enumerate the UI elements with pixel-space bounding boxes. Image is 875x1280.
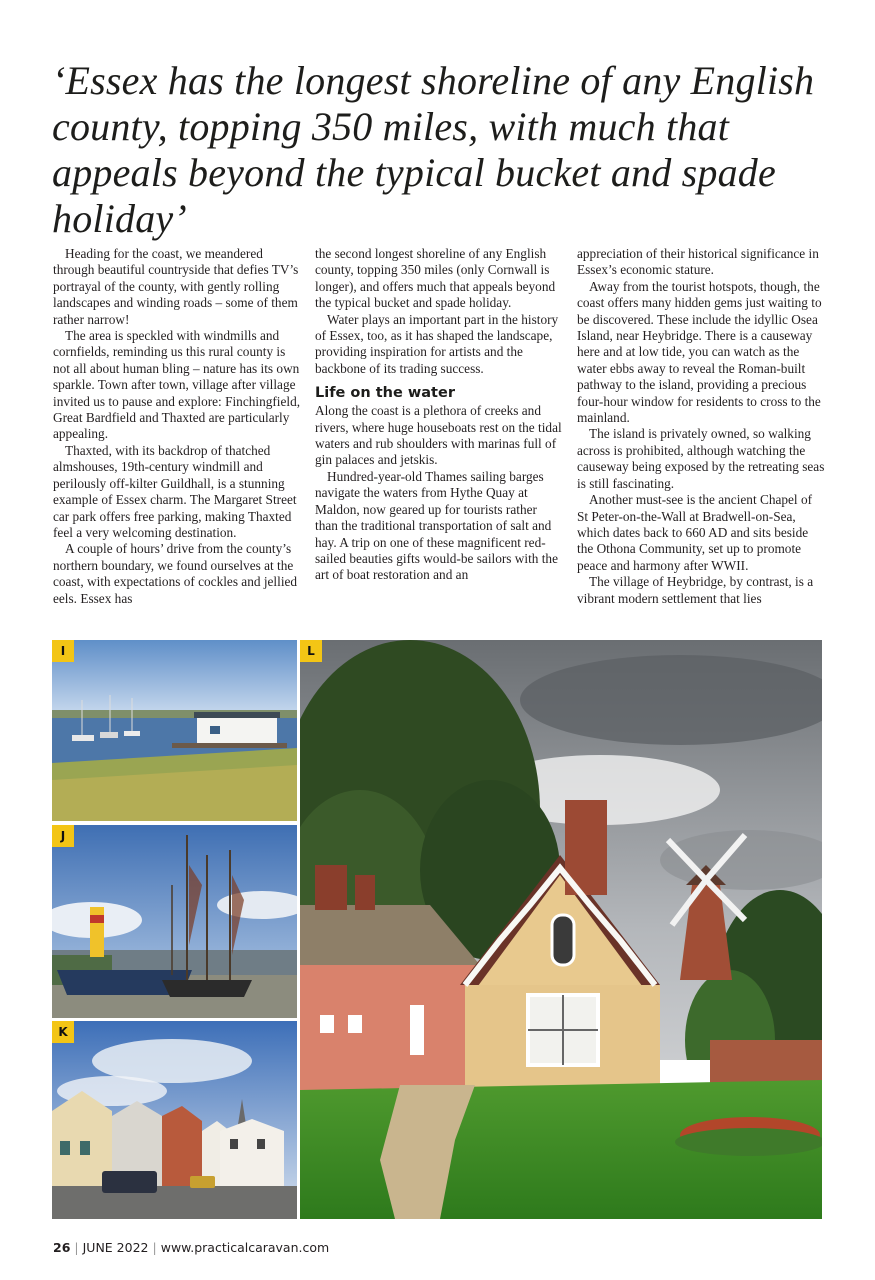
website-link[interactable]: www.practicalcaravan.com — [160, 1240, 330, 1255]
paragraph: Hundred-year-old Thames sailing barges navigate the waters from Hythe Quay at Maldon, now geared up for tourists rather than the traditional transportation of salt and hay. A trip on one of these magnificent red-sailed beauties gifts would-be sailors with the art of boat restoration and an — [315, 468, 558, 583]
footer-separator: | — [74, 1240, 79, 1255]
paragraph: Heading for the coast, we meandered through beautiful countryside that defies TV’s portrayal of the county, with gently rolling landscapes and winding roads – some of them rather narrow! — [53, 246, 299, 327]
pull-quote: ‘Essex has the longest shoreline of any English county, topping 350 miles, with much that appeals beyond the typical bucket and spade holiday’ — [52, 58, 815, 241]
paragraph: The village of Heybridge, by contrast, is a vibrant modern settlement that lies — [577, 574, 814, 606]
page-number: 26 — [53, 1240, 71, 1255]
paragraph: Along the coast is a plethora of creeks and rivers, where huge houseboats rest on the tidal waters and rub shoulders with marinas full of gin palaces and jetskis. — [315, 403, 562, 468]
footer-separator: | — [152, 1240, 157, 1255]
article-column-1 — [53, 246, 301, 607]
photo-label-k: K — [52, 1021, 74, 1043]
page-footer — [53, 1240, 329, 1255]
photo-cottage-windmill — [300, 640, 822, 1219]
paragraph: A couple of hours’ drive from the county’s northern boundary, we found ourselves at the coast, with expectations of cockles and jellied eels. Essex has — [53, 541, 298, 606]
photo-label-j: J — [52, 825, 74, 847]
paragraph: Another must-see is the ancient Chapel of St Peter-on-the-Wall at Bradwell-on-Sea, which dates back to 660 AD and sits beside the Othona Community, set up to promote peace and harmony after WWII. — [577, 492, 813, 573]
photo-label-i: I — [52, 640, 74, 662]
photo-sailing-barges — [52, 825, 297, 1018]
section-heading: Life on the water — [315, 385, 455, 402]
article-column-2 — [315, 246, 563, 584]
paragraph: Thaxted, with its backdrop of thatched almshouses, 19th-century windmill and perilously off-kilter Guildhall, is a stunning example of Essex charm. The Margaret Street car park offers free parking, making Thaxted feel a very welcoming destination. — [53, 442, 297, 540]
issue-date: JUNE 2022 — [82, 1240, 149, 1255]
article-column-3 — [577, 246, 825, 607]
paragraph: The island is privately owned, so walking across is prohibited, although watching the causeway being exposed by the retreating seas is still fascinating. — [577, 426, 825, 491]
paragraph: Away from the tourist hotspots, though, the coast offers many hidden gems just waiting to be discovered. These include the idyllic Osea Island, near Heybridge. There is a causeway here and at low tide, you can watch as the water ebbs away to reveal the Roman-built pathway to the island, providing a precious four-hour window for residents to cross to the mainland. — [577, 278, 822, 426]
paragraph: Water plays an important part in the history of Essex, too, as it has shaped the landscape, providing inspiration for artists and the backbone of its trading success. — [315, 311, 559, 376]
photo-village-street — [52, 1021, 297, 1219]
photo-label-l: L — [300, 640, 322, 662]
paragraph: The area is speckled with windmills and cornfields, reminding us this rural county is not all about human bling – nature has its own sparkle. Town after town, village after village invited us to pause and explore: Finchingfield, Great Bardfield and Thaxted are particularly appealing. — [53, 328, 301, 442]
photo-marina — [52, 640, 297, 821]
paragraph: appreciation of their historical significance in Essex’s economic stature. — [577, 246, 819, 278]
paragraph: the second longest shoreline of any English county, topping 350 miles (only Cornwall is longer), and offers much that appeals beyond the typical bucket and spade holiday. — [315, 246, 556, 311]
